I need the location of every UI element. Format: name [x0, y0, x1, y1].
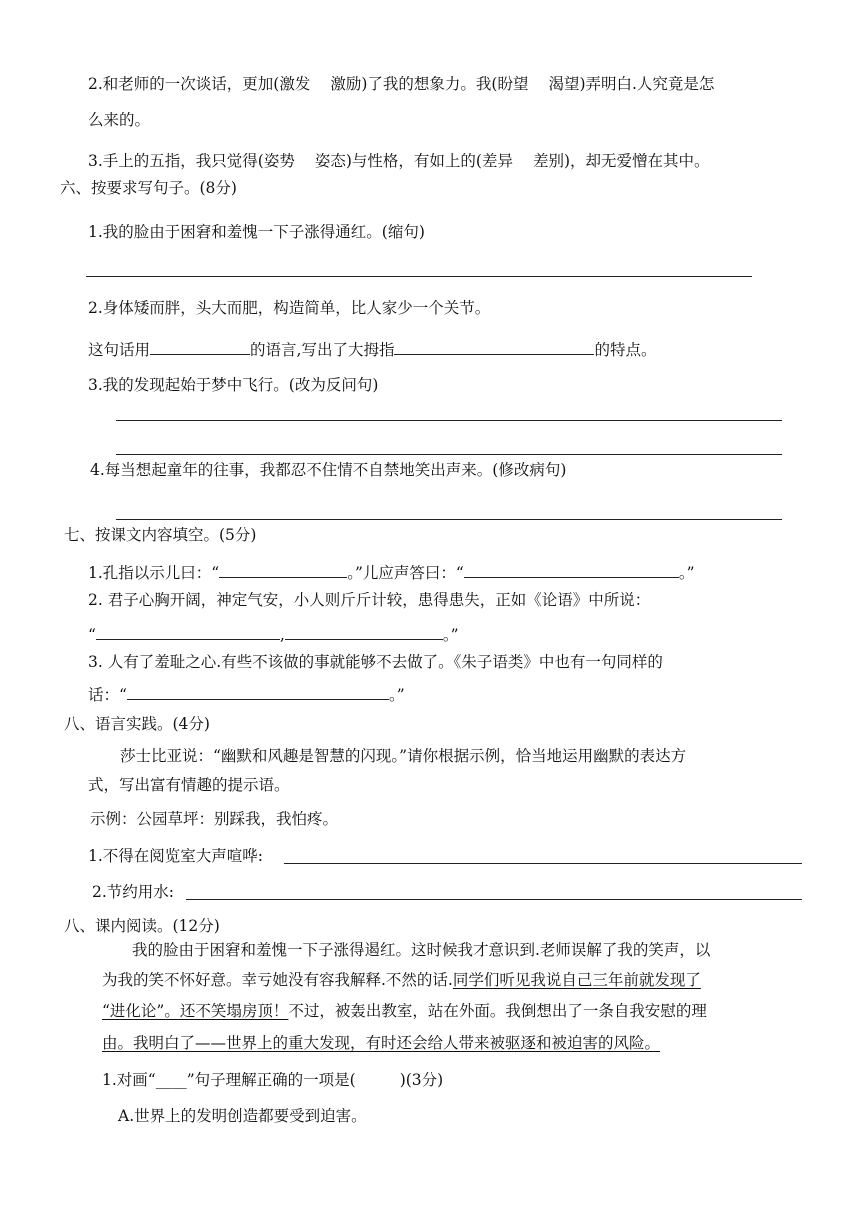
q5-2-line2: 么来的。: [88, 111, 151, 129]
q2-fill-b: 的语言,写出了大拇指: [250, 341, 395, 359]
blank-7-3[interactable]: [127, 682, 389, 700]
answer-line-6-1[interactable]: [86, 276, 752, 277]
section6-q3: 3.我的发现起始于梦中飞行。(改为反问句): [88, 376, 379, 394]
q5-3-part-c: 差别)，却无爱憎在其中。: [532, 152, 710, 170]
q7-1-c: 。”: [678, 564, 695, 582]
q5-2-part-a: 2.和老师的一次谈话，更加(激发: [88, 75, 311, 93]
q5-3-line: [88, 151, 710, 171]
blank-7-1-b[interactable]: [464, 560, 679, 578]
section7-title: 七、按课文内容填空。(5分): [64, 526, 257, 544]
section8a-intro2: 式，写出富有情趣的提示语。: [88, 776, 290, 794]
q5-2-line1: [88, 74, 714, 94]
passage-underlined-sentence-a: 同学们听见我说自己三年前就发现了: [452, 971, 701, 989]
answer-line-8a-1[interactable]: [284, 863, 802, 864]
q8b-1-a: 1.对画“: [102, 1071, 156, 1089]
section8a-q1: 1.不得在阅览室大声喧哗:: [88, 847, 264, 865]
section8a-intro1: 莎士比亚说：“幽默和风趣是智慧的闪现。”请你根据示例，恰当地运用幽默的表达方: [120, 747, 687, 765]
option-a[interactable]: A.世界上的发明创造都要受到迫害。: [118, 1107, 367, 1125]
q7-1-a: 1.孔指以示儿曰：“: [88, 564, 220, 582]
q5-2-part-b: 激励)了我的想象力。我(盼望: [330, 75, 529, 93]
section6-title: 六、按要求写句子。(8分): [60, 179, 237, 197]
answer-line-6-3b[interactable]: [116, 454, 782, 455]
blank-6-2-b[interactable]: [394, 337, 594, 355]
passage-line2-a: 为我的笑不怀好意。幸亏她没有容我解释.不然的话.: [102, 971, 453, 989]
section7-q2-line1: 2. 君子心胸开阔，神定气安，小人则斤斤计较，患得患失，正如《论语》中所说：: [88, 591, 651, 609]
passage-line3-b: 不过，被轰出教室，站在外面。我倒想出了一条自我安慰的理: [288, 1002, 707, 1020]
passage-underlined-sentence-c: 由。我明白了——世界上的重大发现，有时还会给人带来被驱逐和被迫害的风险。: [102, 1034, 661, 1052]
section7-q3-line2: [88, 682, 405, 705]
answer-line-6-4[interactable]: [116, 519, 782, 520]
passage-line1: 我的脸由于困窘和羞愧一下子涨得遏红。这时候我才意识到.老师误解了我的笑声，以: [132, 941, 711, 959]
section8a-q2: 2.节约用水:: [92, 883, 175, 901]
passage-underlined-sentence-b: “进化论”。还不笑塌房顶！: [102, 1002, 289, 1020]
section8b-title: 八、课内阅读。(12分): [64, 917, 220, 935]
section7-q1: [88, 560, 695, 583]
q7-2-a: “: [88, 626, 96, 644]
q7-3-b: 。”: [388, 686, 405, 704]
section8a-title: 八、语言实践。(4分): [64, 715, 210, 733]
answer-line-6-3a[interactable]: [116, 420, 782, 421]
q5-2-part-c: 渴望)弄明白.人究竟是怎: [548, 75, 715, 93]
blank-7-2-a[interactable]: [96, 622, 280, 640]
q8b-1-b: ”句子理解正确的一项是(: [186, 1071, 356, 1089]
section7-q2-line2: [88, 622, 459, 645]
passage-line4: [102, 1033, 660, 1053]
section8a-example: 示例：公园草坪：别踩我，我怕疼。: [90, 810, 339, 828]
q7-3-a: 话：“: [88, 686, 127, 704]
passage-line3: [102, 1001, 707, 1021]
blank-7-2-b[interactable]: [285, 622, 443, 640]
q5-3-part-a: 3.手上的五指，我只觉得(姿势: [88, 152, 295, 170]
q7-1-b: 。”儿应声答曰：“: [347, 564, 464, 582]
section6-q4: 4.每当想起童年的往事，我都忍不住情不自禁地笑出声来。(修改病句): [90, 461, 567, 479]
section6-q2: 2.身体矮而胖，头大而肥，构造简单，比人家少一个关节。: [88, 299, 491, 317]
blank-7-1-a[interactable]: [219, 560, 347, 578]
q8b-1-blank: ____: [155, 1071, 187, 1089]
q2-fill-c: 的特点。: [594, 341, 657, 359]
section6-q1: 1.我的脸由于困窘和羞愧一下子涨得通红。(缩句): [88, 223, 425, 241]
answer-line-8a-2[interactable]: [186, 899, 802, 900]
passage-line2: [102, 970, 701, 990]
q5-3-part-b: 姿态)与性格，有如上的(差异: [314, 152, 513, 170]
q7-2-b: ,: [279, 626, 285, 644]
q8b-1-c: )(3分): [399, 1071, 444, 1089]
section7-q3-line1: 3. 人有了羞耻之心.有些不该做的事就能够不去做了。《朱子语类》中也有一句同样的: [88, 653, 663, 671]
q2-fill-a: 这句话用: [88, 341, 151, 359]
q7-2-c: 。”: [442, 626, 459, 644]
blank-6-2-a[interactable]: [150, 337, 250, 355]
section8b-q1: [102, 1070, 443, 1090]
section6-q2-fill: [88, 337, 656, 360]
